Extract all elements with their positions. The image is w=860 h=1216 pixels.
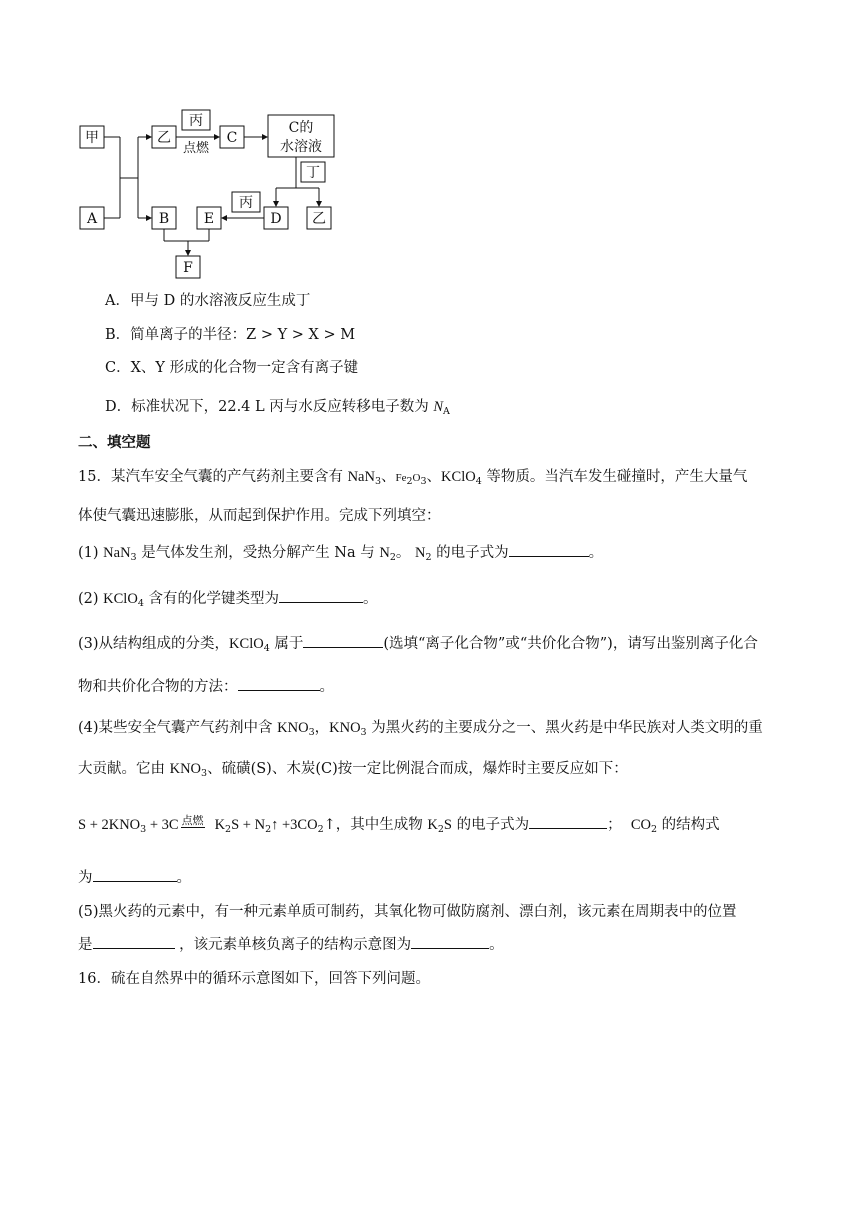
equation-line bbox=[78, 814, 720, 836]
subscript: 3 bbox=[360, 727, 367, 738]
avogadro-symbol: N bbox=[433, 399, 444, 415]
node-ding: 丁 bbox=[306, 165, 320, 181]
q15-part-1 bbox=[78, 542, 603, 564]
formula-co2: CO bbox=[630, 817, 651, 833]
part-text: 、硫磺(S)、木炭(C)按一定比例混合而成，爆炸时主要反应如下： bbox=[207, 761, 628, 777]
node-C: C bbox=[226, 130, 238, 146]
formula-kno3: KNO bbox=[277, 720, 309, 736]
equation-products: K bbox=[214, 817, 226, 833]
part-text: 的电子式为 bbox=[451, 817, 530, 833]
part-text: 。 bbox=[319, 679, 334, 695]
part-number: (4)某些安全气囊产气药剂中含 bbox=[78, 720, 278, 736]
answer-blank[interactable] bbox=[93, 867, 177, 882]
q15-text: 等物质。当汽车发生碰撞时，产生大量气 bbox=[481, 469, 748, 485]
node-bing: 丙 bbox=[189, 113, 203, 129]
option-b: B．简单离子的半径：Z > Y > X > M bbox=[105, 327, 356, 343]
part-text: (选填“离子化合物”或“共价化合物”)，请写出鉴别离子化合 bbox=[383, 636, 758, 652]
part-text: 是 bbox=[78, 937, 93, 953]
section-heading: 二、填空题 bbox=[78, 434, 151, 451]
option-a: A．甲与 D 的水溶液反应生成丁 bbox=[105, 293, 311, 309]
formula-k2s: S bbox=[443, 817, 452, 833]
subscript: 2 bbox=[406, 476, 413, 487]
part-number: (1) bbox=[78, 545, 104, 561]
subscript: 3 bbox=[374, 476, 381, 487]
formula-n2: N bbox=[379, 545, 390, 561]
formula-kclo4: KClO bbox=[103, 591, 138, 607]
node-D: D bbox=[270, 211, 282, 227]
part-text: 物和共价化合物的方法： bbox=[78, 679, 238, 695]
subscript: 3 bbox=[308, 727, 315, 738]
label-dianran: 点燃 bbox=[182, 141, 210, 156]
q15-text: 15．某汽车安全气囊的产气药剂主要含有 bbox=[78, 469, 348, 485]
part-text: ↑，其中生成物 bbox=[323, 817, 428, 833]
part-text: 。 bbox=[395, 545, 416, 561]
formula-kno3: KNO bbox=[329, 720, 361, 736]
formula-kclo4: KClO bbox=[229, 636, 264, 652]
part-text: ， bbox=[314, 720, 330, 736]
subscript: 2 bbox=[225, 824, 232, 835]
part-text: 是气体发生剂，受热分解产生 Na 与 bbox=[136, 545, 380, 561]
q15-line-2: 体使气囊迅速膨胀，从而起到保护作用。完成下列填空： bbox=[78, 508, 441, 524]
part-text: 为黑火药的主要成分之一、黑火药是中华民族对人类文明的重 bbox=[366, 720, 763, 736]
option-d-text: D．标准状况下，22.4 L 丙与水反应转移电子数为 bbox=[105, 399, 434, 415]
formula-k2s: K bbox=[427, 817, 438, 833]
formula-kclo4: KClO bbox=[441, 469, 476, 485]
formula-n2: N bbox=[415, 545, 426, 561]
subscript: 3 bbox=[201, 768, 208, 779]
q15-part-4 bbox=[78, 717, 763, 739]
answer-blank[interactable] bbox=[279, 588, 363, 603]
formula-nan3: NaN bbox=[347, 469, 375, 485]
subscript: 4 bbox=[263, 643, 270, 654]
answer-blank[interactable] bbox=[411, 934, 489, 949]
subscript: 4 bbox=[475, 476, 482, 487]
subscript: 2 bbox=[317, 824, 324, 835]
q15-part-2 bbox=[78, 588, 377, 610]
part-text: 。 bbox=[588, 545, 604, 561]
node-B: B bbox=[158, 211, 170, 227]
node-F: F bbox=[183, 260, 193, 276]
equation-reactants: + 3C bbox=[146, 817, 179, 833]
equation-products: ↑ +3CO bbox=[271, 817, 318, 833]
q15-part-3 bbox=[78, 633, 758, 655]
option-d bbox=[105, 396, 450, 418]
part-text: 。 bbox=[362, 591, 378, 607]
part-text: 。 bbox=[489, 937, 504, 953]
formula-kno3: KNO bbox=[169, 761, 202, 777]
avogadro-subscript: A bbox=[443, 406, 450, 417]
q15-line-1 bbox=[78, 466, 747, 489]
equation-products: S + N bbox=[231, 817, 266, 833]
node-A: A bbox=[86, 211, 98, 227]
subscript: 2 bbox=[437, 824, 444, 835]
node-bing-2: 丙 bbox=[239, 195, 253, 211]
node-yi-2: 乙 bbox=[312, 211, 326, 227]
part-number: (3)从结构组成的分类， bbox=[78, 636, 230, 652]
node-jia: 甲 bbox=[85, 130, 99, 146]
option-c: C．X、Y 形成的化合物一定含有离子键 bbox=[105, 360, 359, 376]
answer-blank[interactable] bbox=[93, 934, 175, 949]
q15-part-5-line-2 bbox=[78, 934, 504, 956]
reaction-condition: 点燃 bbox=[181, 814, 204, 827]
node-C-solution-bottom: 水溶液 bbox=[280, 139, 322, 155]
q15-part-5: (5)黑火药的元素中，有一种元素单质可制药，其氧化物可做防腐剂、漂白剂，该元素在周期表中的位置 bbox=[78, 904, 737, 920]
equation-reactants: S + 2KNO bbox=[78, 817, 141, 833]
node-C-solution-top: C的 bbox=[288, 120, 314, 136]
subscript: 4 bbox=[137, 598, 144, 609]
part-text: 含有的化学键类型为 bbox=[143, 591, 279, 607]
answer-blank[interactable] bbox=[509, 542, 589, 557]
formula-nan3: NaN bbox=[103, 545, 131, 561]
q15-part-4-line-2 bbox=[78, 758, 628, 780]
subscript: 3 bbox=[420, 476, 427, 487]
reaction-flow-diagram bbox=[70, 108, 350, 283]
subscript: 2 bbox=[650, 824, 658, 835]
part-number: (2) bbox=[78, 591, 104, 607]
answer-blank[interactable] bbox=[303, 633, 383, 648]
answer-blank[interactable] bbox=[529, 814, 607, 829]
subscript: 3 bbox=[140, 824, 147, 835]
part-text: 为 bbox=[78, 870, 93, 886]
q15-part-3-line-2 bbox=[78, 676, 334, 698]
subscript: 3 bbox=[130, 552, 137, 563]
formula-o: O bbox=[412, 472, 421, 484]
part-text: 。 bbox=[176, 870, 191, 886]
answer-blank[interactable] bbox=[238, 676, 320, 691]
subscript: 2 bbox=[389, 552, 396, 563]
subscript: 2 bbox=[425, 552, 432, 563]
separator: 、 bbox=[381, 469, 396, 485]
subscript: 2 bbox=[265, 824, 272, 835]
part-text: 的电子式为 bbox=[431, 545, 509, 561]
formula-fe2o3: Fe bbox=[395, 472, 407, 484]
part-text: 的结构式 bbox=[657, 817, 720, 833]
node-yi: 乙 bbox=[157, 130, 171, 146]
part-text: 大贡献。它由 bbox=[78, 761, 170, 777]
node-E: E bbox=[203, 211, 215, 227]
part-text: ，该元素单核负离子的结构示意图为 bbox=[174, 937, 412, 953]
part-text: ； bbox=[607, 817, 622, 833]
q16-line: 16．硫在自然界中的循环示意图如下，回答下列问题。 bbox=[78, 971, 430, 987]
separator: 、 bbox=[426, 469, 442, 485]
part-text: 属于 bbox=[269, 636, 304, 652]
equation-line-2 bbox=[78, 867, 191, 889]
